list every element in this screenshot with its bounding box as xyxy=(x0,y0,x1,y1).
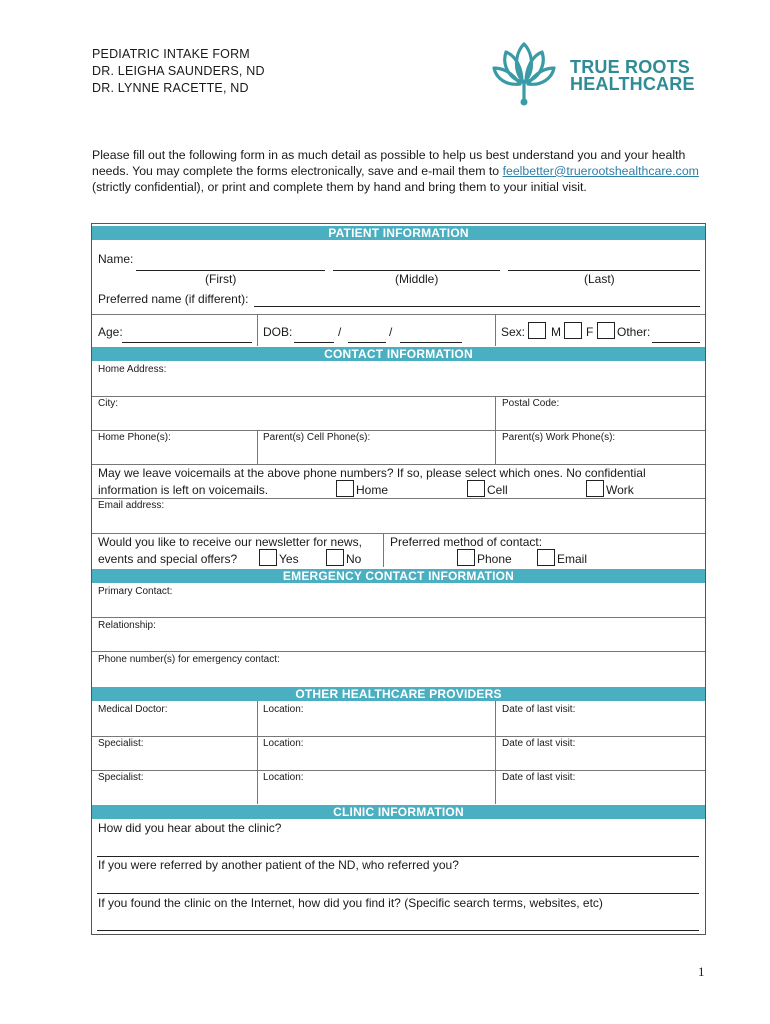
divider xyxy=(92,464,705,465)
sex-f-checkbox[interactable] xyxy=(564,322,582,339)
section-header-contact: CONTACT INFORMATION xyxy=(92,347,705,361)
divider xyxy=(495,314,496,346)
newsletter-yes-checkbox[interactable] xyxy=(259,549,277,566)
voicemail-home-label: Home xyxy=(356,483,389,497)
section-header-patient: PATIENT INFORMATION xyxy=(92,226,705,240)
contact-email-checkbox[interactable] xyxy=(537,549,555,566)
sex-other-label: Other: xyxy=(617,325,651,339)
intro-text-1: Please fill out the following form in as much detail as possible to help us best understand you and your health needs. You may complete the forms electronically, save and e-mail them to xyxy=(92,148,686,178)
dob-month-field[interactable] xyxy=(294,342,334,343)
section-header-emergency: EMERGENCY CONTACT INFORMATION xyxy=(92,569,705,583)
divider xyxy=(495,396,496,430)
provider-date-label: Date of last visit: xyxy=(502,704,576,715)
provider-location-label: Location: xyxy=(263,772,304,783)
section-header-providers: OTHER HEALTHCARE PROVIDERS xyxy=(92,687,705,701)
divider xyxy=(92,396,705,397)
home-address-label: Home Address: xyxy=(98,364,167,375)
cell-phone-label: Parent(s) Cell Phone(s): xyxy=(263,432,371,443)
voicemail-cell-label: Cell xyxy=(487,483,508,497)
divider xyxy=(257,430,258,464)
form-title: PEDIATRIC INTAKE FORM xyxy=(92,47,250,61)
clinic-question-3: If you found the clinic on the Internet, how did you find it? (Specific search terms, websites, etc) xyxy=(98,896,603,910)
divider xyxy=(495,430,496,464)
logo-line-2: HEALTHCARE xyxy=(570,74,695,94)
provider-date-label: Date of last visit: xyxy=(502,738,576,749)
sex-other-checkbox[interactable] xyxy=(597,322,615,339)
first-name-caption: (First) xyxy=(205,272,237,286)
lotus-icon xyxy=(490,38,570,110)
logo-text xyxy=(570,59,695,93)
provider-type-label: Medical Doctor: xyxy=(98,704,168,715)
voicemail-work-label: Work xyxy=(606,483,634,497)
divider xyxy=(92,430,705,431)
contact-method-label: Preferred method of contact: xyxy=(390,535,543,549)
clinic-question-1: How did you hear about the clinic? xyxy=(98,821,282,835)
clinic-question-2: If you were referred by another patient of the ND, who referred you? xyxy=(98,858,459,872)
dob-label: DOB: xyxy=(263,325,293,339)
divider xyxy=(92,736,705,737)
clinic-answer-1-field[interactable] xyxy=(97,856,699,857)
last-name-caption: (Last) xyxy=(584,272,615,286)
first-name-field[interactable] xyxy=(136,270,325,271)
intro-paragraph xyxy=(92,148,712,195)
age-label: Age: xyxy=(98,325,123,339)
newsletter-yes-label: Yes xyxy=(279,552,299,566)
dob-day-field[interactable] xyxy=(348,342,386,343)
emergency-phone-label: Phone number(s) for emergency contact: xyxy=(98,654,280,665)
clinic-answer-3-field[interactable] xyxy=(97,930,699,931)
voicemail-cell-checkbox[interactable] xyxy=(467,480,485,497)
work-phone-label: Parent(s) Work Phone(s): xyxy=(502,432,616,443)
doctor-name-1: DR. LEIGHA SAUNDERS, ND xyxy=(92,64,265,78)
divider xyxy=(257,314,258,346)
provider-location-label: Location: xyxy=(263,738,304,749)
sex-f-label: F xyxy=(586,325,594,339)
sex-other-field[interactable] xyxy=(652,342,700,343)
divider xyxy=(92,533,705,534)
home-phone-label: Home Phone(s): xyxy=(98,432,171,443)
contact-email-label: Email xyxy=(557,552,588,566)
city-label: City: xyxy=(98,398,118,409)
name-label: Name: xyxy=(98,252,134,266)
divider xyxy=(92,498,705,499)
postal-code-label: Postal Code: xyxy=(502,398,560,409)
dob-separator: / xyxy=(338,325,342,339)
voicemail-question-line-2: information is left on voicemails. xyxy=(98,483,269,497)
newsletter-no-checkbox[interactable] xyxy=(326,549,344,566)
divider xyxy=(92,617,705,618)
preferred-name-label: Preferred name (if different): xyxy=(98,292,249,306)
clinic-answer-2-field[interactable] xyxy=(97,893,699,894)
relationship-label: Relationship: xyxy=(98,620,156,631)
sex-m-label: M xyxy=(551,325,561,339)
newsletter-no-label: No xyxy=(346,552,362,566)
contact-phone-label: Phone xyxy=(477,552,512,566)
section-header-clinic: CLINIC INFORMATION xyxy=(92,805,705,819)
middle-name-caption: (Middle) xyxy=(395,272,439,286)
provider-type-label: Specialist: xyxy=(98,772,144,783)
preferred-name-field[interactable] xyxy=(254,306,700,307)
voicemail-home-checkbox[interactable] xyxy=(336,480,354,497)
clinic-logo xyxy=(490,38,695,110)
logo-line-1: TRUE ROOTS xyxy=(570,57,691,77)
provider-date-label: Date of last visit: xyxy=(502,772,576,783)
middle-name-field[interactable] xyxy=(333,270,500,271)
newsletter-question-line-1: Would you like to receive our newsletter for news, xyxy=(98,535,362,549)
provider-location-label: Location: xyxy=(263,704,304,715)
voicemail-work-checkbox[interactable] xyxy=(586,480,604,497)
last-name-field[interactable] xyxy=(508,270,700,271)
intro-text-2: (strictly confidential), or print and complete them by hand and bring them to your initial visit. xyxy=(92,179,587,194)
divider xyxy=(495,701,496,804)
divider xyxy=(92,651,705,652)
provider-type-label: Specialist: xyxy=(98,738,144,749)
voicemail-question-line-1: May we leave voicemails at the above phone numbers? If so, please select which ones. No confidential xyxy=(98,466,646,480)
sex-m-checkbox[interactable] xyxy=(528,322,546,339)
divider xyxy=(257,701,258,804)
document-header xyxy=(92,46,265,97)
dob-separator: / xyxy=(389,325,393,339)
divider xyxy=(92,770,705,771)
newsletter-question-line-2: events and special offers? xyxy=(98,552,238,566)
doctor-name-2: DR. LYNNE RACETTE, ND xyxy=(92,81,249,95)
age-field[interactable] xyxy=(122,342,252,343)
primary-contact-label: Primary Contact: xyxy=(98,586,173,597)
divider xyxy=(92,314,705,315)
sex-label: Sex: xyxy=(501,325,526,339)
dob-year-field[interactable] xyxy=(400,342,462,343)
page-number: 1 xyxy=(698,964,705,979)
divider xyxy=(383,533,384,567)
email-address-label: Email address: xyxy=(98,500,165,511)
contact-phone-checkbox[interactable] xyxy=(457,549,475,566)
intake-form xyxy=(91,223,706,935)
email-link[interactable]: feelbetter@truerootshealthcare.com xyxy=(502,163,699,178)
